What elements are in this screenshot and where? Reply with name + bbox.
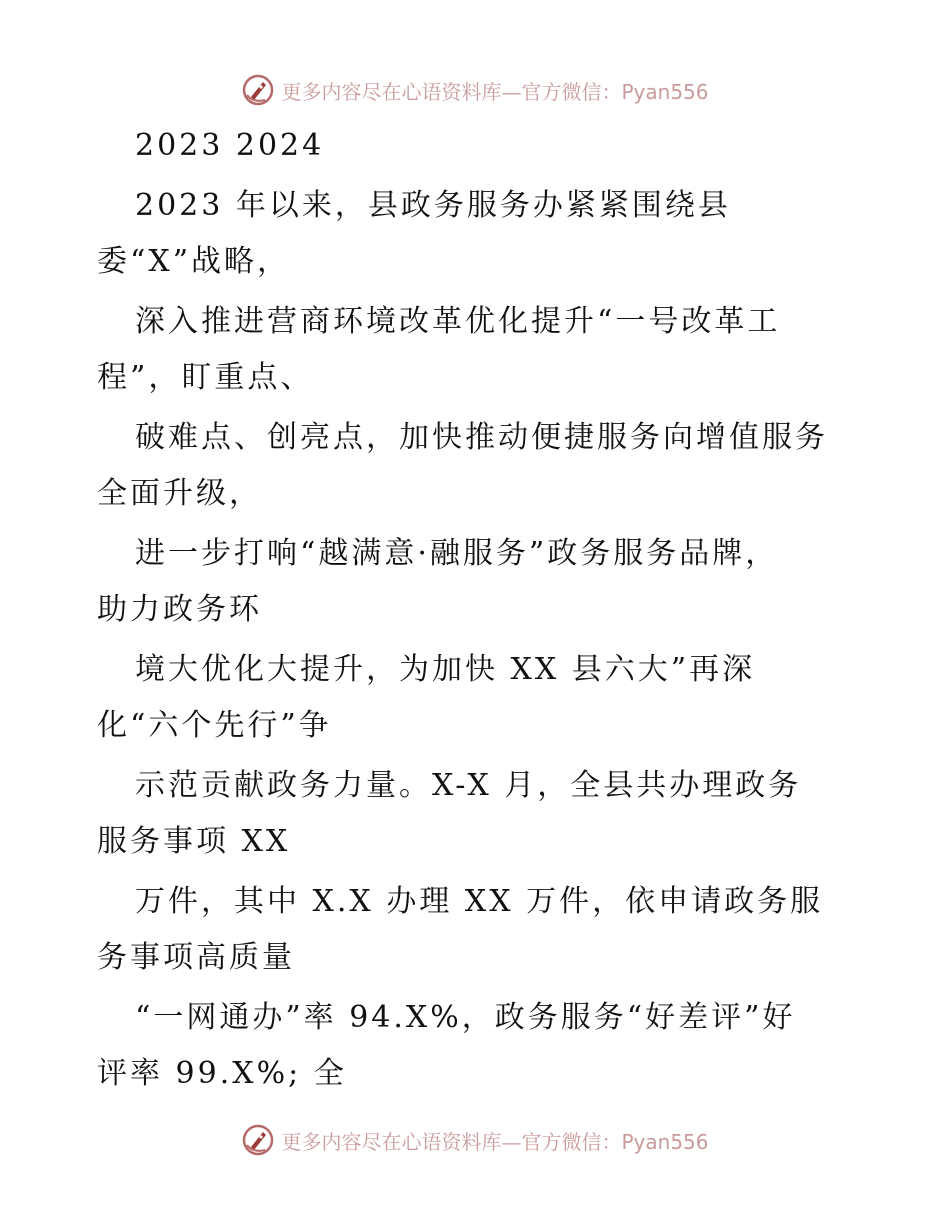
doc-line: 全面升级， <box>97 476 262 511</box>
doc-line: “一网通办”率 94.X%，政务服务“好差评”好 <box>135 1000 796 1035</box>
watermark-footer <box>0 1120 950 1160</box>
watermark-contact: Pyan556 <box>621 1129 709 1154</box>
doc-line: 万件，其中 X.X 办理 XX 万件，依申请政务服 <box>135 884 824 919</box>
doc-line: 委“X”战略， <box>97 244 291 279</box>
watermark-contact: Pyan556 <box>621 79 709 104</box>
doc-line: 务事项高质量 <box>97 940 295 975</box>
doc-line: 服务事项 XX <box>97 824 291 859</box>
doc-line: 示范贡献政务力量。X-X 月，全县共办理政务 <box>135 768 802 803</box>
doc-line: 破难点、创亮点，加快推动便捷服务向增值服务 <box>135 420 828 455</box>
doc-line: 化“六个先行”争 <box>97 708 332 743</box>
doc-line: 2023 年以来，县政务服务办紧紧围绕县 <box>135 188 731 223</box>
doc-line: 评率 99.X%; 全 <box>97 1056 347 1091</box>
doc-line: 2023 2024 <box>135 128 325 163</box>
doc-line: 程”，盯重点、 <box>97 360 314 395</box>
watermark-text: 更多内容尽在心语资料库—官方微信：Pyan556 <box>281 1129 709 1154</box>
doc-line: 进一步打响“越满意·融服务”政务服务品牌， <box>135 536 779 571</box>
doc-line: 境大优化大提升，为加快 XX 县六大”再深 <box>135 652 756 687</box>
doc-line: 助力政务环 <box>97 592 262 627</box>
doc-line: 深入推进营商环境改革优化提升“一号改革工 <box>135 304 781 339</box>
watermark-text: 更多内容尽在心语资料库—官方微信：Pyan556 <box>281 79 709 104</box>
pen-nib-logo-icon <box>241 1123 275 1157</box>
